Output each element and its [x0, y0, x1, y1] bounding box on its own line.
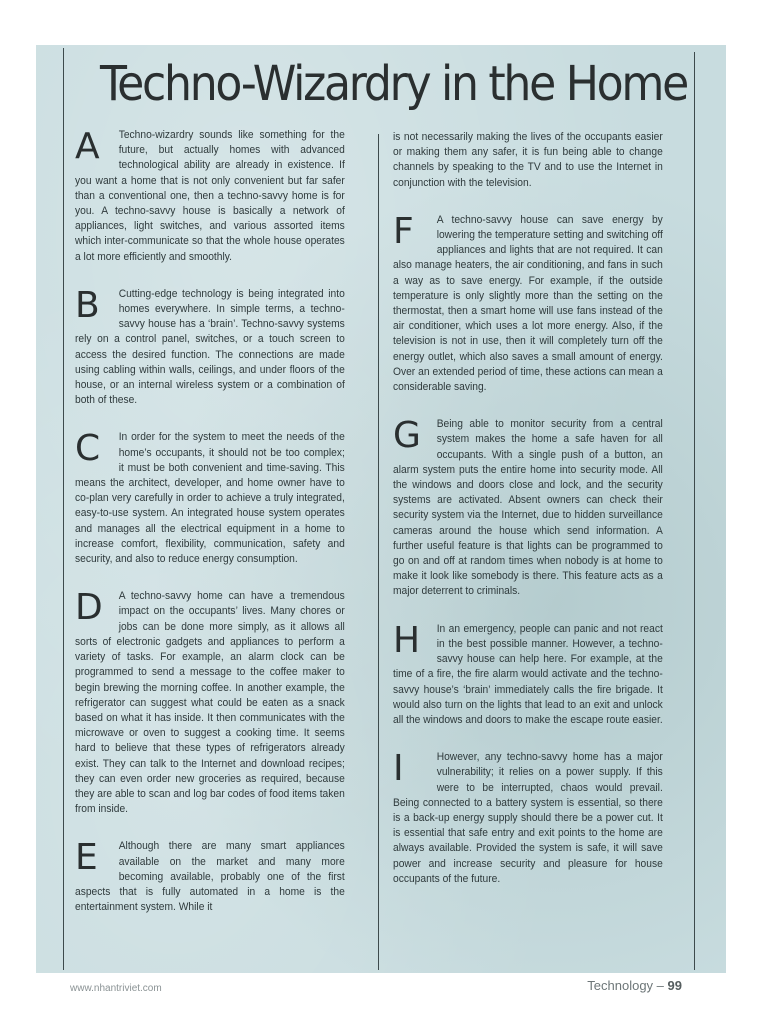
section-letter: C — [75, 428, 101, 470]
right-margin-rule — [694, 52, 695, 970]
section-letter: E — [75, 837, 98, 879]
section-d — [75, 589, 359, 817]
footer-section-name: Technology – — [587, 978, 664, 993]
right-column — [393, 130, 677, 909]
section-b — [75, 284, 359, 409]
section-e-continued — [393, 130, 677, 191]
section-f — [393, 210, 677, 395]
article-title: Techno-Wizardry in the Home — [100, 56, 687, 112]
section-text: However, any techno-savvy home has a major vulnerability; it relies on a power supply. If this were to be interrupted, chaos would prevail. Being connected to a battery system is essential, so there is a back-up energy supply should there be a power cut. It is essential that safe entry and exit points to the home are always available. Provided the system is safe, it will save power and increase security and pleasure for house occupants of the future. — [393, 751, 663, 885]
section-letter: B — [75, 284, 100, 326]
left-column — [75, 128, 359, 937]
section-letter: I — [393, 748, 404, 790]
section-c — [75, 430, 359, 567]
section-text: Although there are many smart appliances available on the market and many more becoming available, probably one of the first aspects that is fully automated in a home is the entertainment system. While it — [75, 840, 345, 914]
left-margin-rule — [63, 48, 64, 970]
section-letter: F — [393, 210, 414, 252]
footer-page-label — [587, 978, 682, 993]
section-text: Techno-wizardry sounds like something for the future, but actually homes with advanced technological ability are already in existence. If you want a home that is not only convenient but far safer than a conventional one, then a techno-savvy home is for you. A techno-savvy house is basically a network of appliances, light switches, and various assorted items which inter-communicate so that the whole house operates a lot more efficiently and smoothly. — [75, 129, 345, 263]
section-text: In order for the system to meet the needs of the home’s occupants, it should not be too complex; it must be both convenient and time-saving. This means the architect, developer, and home owner have to co-plan very carefully in order to achieve a truly integrated, easy-to-use system. An integrated house system operates and manages all the electrical equipment in a home to increase comfort, flexibility, communication, safety and security, and also to reduce energy consumption. — [75, 431, 345, 566]
section-i — [393, 750, 677, 887]
section-h — [393, 619, 677, 728]
section-letter: G — [393, 415, 421, 457]
section-text: In an emergency, people can panic and not react in the best possible manner. However, a techno-savvy house can help here. For example, at the time of a fire, the fire alarm would activate and the techno-savvy house’s ‘brain’ immediately calls the fire brigade. It would also turn on the lights that lead to an exit and unlock all the windows and doors to make the escape route easier. — [393, 622, 663, 726]
section-letter: H — [393, 619, 421, 661]
section-letter: D — [75, 587, 103, 629]
section-text: A techno-savvy home can have a tremendous impact on the occupants’ lives. Many chores or jobs can be done more simply, as it allows all sorts of electronic gadgets and appliances to perform a variety of tasks. For example, an alarm clock can be programmed to send a message to the coffee maker to begin brewing the morning coffee. In another example, the refrigerator can suggest what could be eaten as a snack based on what it has inside. It then communicates with the microwave or oven to suggest a cooking time. It seems hard to believe that these types of refrigerators already exist. They can talk to the Internet and download recipes; they can even order new groceries as required, because they are able to scan and log bar codes of food items taken from inside. — [75, 590, 345, 816]
section-text: A techno-savvy house can save energy by lowering the temperature setting and switching off appliances and lights that are not required. It can also manage heaters, the air conditioning, and fans in such a way as to save energy. For example, if the outside temperature is only slightly more than the setting on the thermostat, then a smart home will use fans instead of the air conditioner, which uses a lot more energy. Also, if the television is not in use, then it will completely turn off the energy outlet, which also saves a small amount of energy. Over an extended period of time, these actions can mean a considerable saving. — [393, 213, 663, 394]
page-number: 99 — [667, 978, 682, 993]
section-text: Cutting-edge technology is being integrated into homes everywhere. In simple terms, a techno-savvy house has a ‘brain’. Techno-savvy systems rely on a control panel, switches, or a touch screen to access the desired function. The connections are made using cabling within walls, ceilings, and under floors of the house, or an internal wireless system or a combination of both of these. — [75, 287, 345, 407]
section-text: is not necessarily making the lives of the occupants easier or making them any safer, it is fun being able to change channels by speaking to the TV and to use the Internet in conjunction with the television. — [393, 131, 663, 189]
section-a — [75, 128, 359, 265]
section-e — [75, 839, 359, 915]
column-divider — [378, 134, 379, 970]
footer-website: www.nhantriviet.com — [70, 983, 162, 994]
section-text: Being able to monitor security from a central system makes the home a safe haven for all occupants. With a single push of a button, an alarm system puts the entire home into security mode. All the windows and doors close and lock, and the security systems are activated. Absent owners can check their security system via the Internet, due to hidden surveillance cameras around the house which send information. A further useful feature is that lights can be programmed to go on and off at random times when nobody is at home to make it look like somebody is there. This feature acts as a major deterrent to criminals. — [393, 418, 663, 598]
section-g — [393, 417, 677, 599]
section-letter: A — [75, 126, 100, 167]
